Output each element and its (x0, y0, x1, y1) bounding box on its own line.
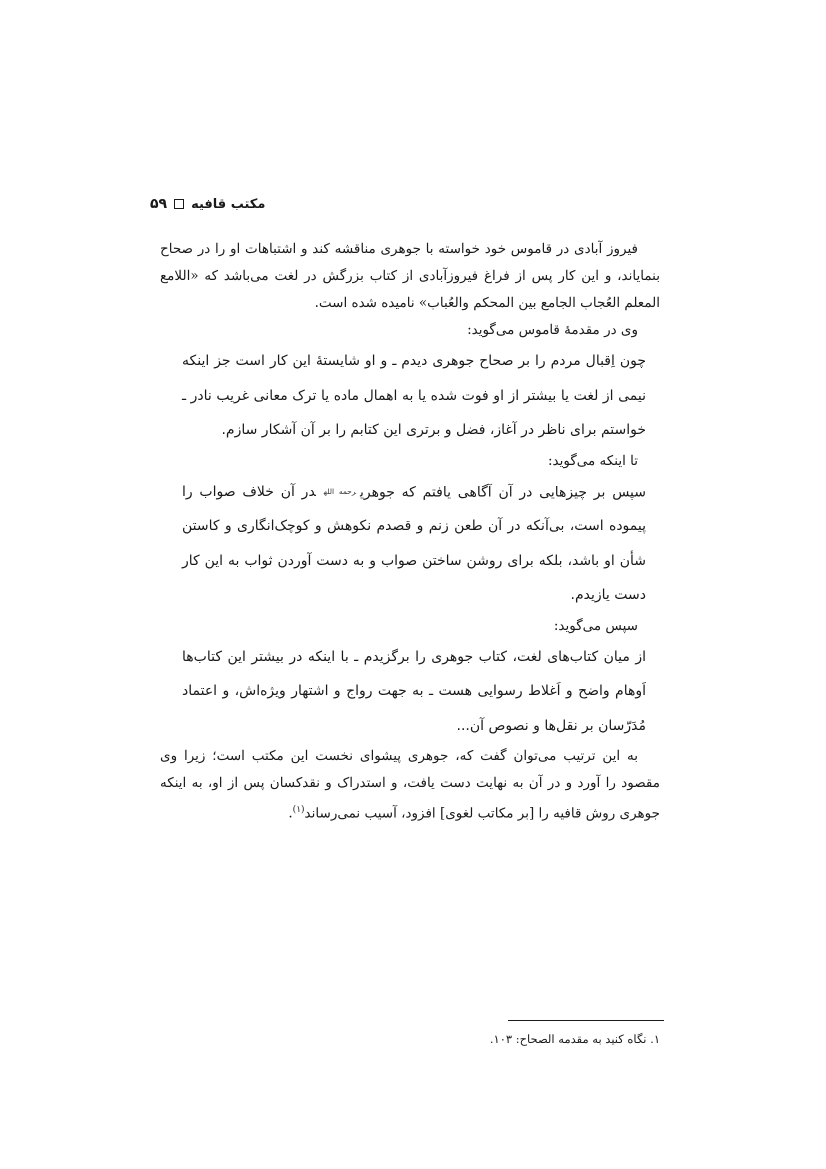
footnote-divider (508, 1020, 664, 1021)
page-body (160, 236, 660, 828)
page-number: ۵۹ (150, 196, 168, 212)
footnote: ۱. نگاه کنید به مقدمه الصحاح: ۱۰۳. (489, 1032, 660, 1046)
quote-lead-1: وی در مقدمهٔ قاموس می‌گوید: (467, 322, 638, 338)
block-quote-1: چون اِقبال مردم را بر صحاح جوهری دیدم ـ و او شایستهٔ این کار است جز اینکه نیمی از لغت یا بیشتر از او فوت شده یا به اهمال ماده یا ترک معانی غریب نادر ـ خواستم برای ناظر در آغاز، فضل و برتری این کتابم را بر آن آشکار سازم. (182, 353, 646, 438)
quote-lead-2: تا اینکه می‌گوید: (547, 452, 638, 469)
footnote-reference: (۱) (292, 805, 305, 816)
quote-lead-3: سپس می‌گوید: (553, 617, 638, 634)
block-quote-3: از میان کتاب‌های لغت، کتاب جوهری را برگزیدم ـ با اینکه در بیشتر این کتاب‌ها اَوهام واضح و اَغلاط رسوایی هست ـ به جهت رواج و اشتهار ویژه‌اش، و اعتماد مُدَرّسان بر نقل‌ها و نصوص آن... (182, 648, 646, 734)
square-ornament-icon (174, 199, 184, 209)
honorific-mark: رحمه الله (323, 486, 356, 496)
section-title: مکتب قافیه (191, 196, 266, 212)
intro-paragraph: فیروز آبادی در قاموس خود خواسته با جوهری مناقشه کند و اشتباهات او را در صحاح بنمایاند، و این کار پس از فراغ فیروزآبادی از کتاب بزرگش در لغت می‌باشد که «اللامع المعلم العُجاب الجامع بین المحکم والعُباب» نامیده شده است. (160, 241, 660, 311)
conclusion-paragraph: به این ترتیب می‌توان گفت که، جوهری پیشوای نخست این مکتب است؛ زیرا وی مقصود را آورد و در آن به نهایت دست یافت، و استدراک و نقدکسان پس از او، به اینکه جوهری روش قافیه را [بر مکاتب لغوی] افزود، آسیب نمی‌رساند$^{(۱)}$. (160, 748, 660, 822)
running-header (150, 196, 265, 212)
block-quote-2: سپس بر چیزهایی در آن آگاهی یافتم که جوهریرحمه اللهدر آن خلاف صواب را پیموده است، بی‌آنکه در آن طعن زنم و قصدم نکوهش و کوچک‌انگاری و کاستن شأن او باشد، بلکه برای روشن ساختن صواب و به دست آوردن ثواب به این کار دست یازیدم. (182, 483, 647, 604)
